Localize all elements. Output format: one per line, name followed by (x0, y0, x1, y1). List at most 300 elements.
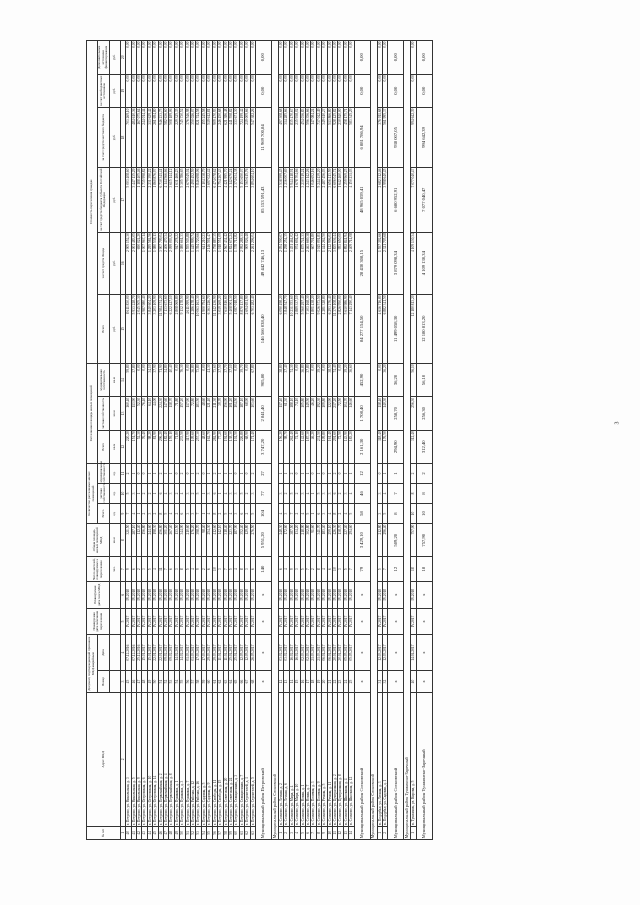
table-cell: 59 (228, 826, 233, 839)
table-cell: IV.2017 (228, 608, 233, 635)
table-cell: 2 (338, 504, 343, 524)
table-cell: 928 425,82 (333, 107, 338, 167)
table-cell: 2 (383, 826, 388, 839)
table-cell: 1 018 551,09 (218, 232, 223, 294)
table-cell: 259,10 (327, 524, 332, 557)
table-cell: IV.2018 (137, 581, 142, 608)
table-cell: 142,10 (218, 524, 223, 557)
subtotal-value: х (388, 670, 404, 692)
table-cell: 0,00 (212, 74, 217, 107)
table-cell: 48 (142, 670, 147, 692)
table-cell: 0,00 (185, 74, 190, 107)
table-cell: IV.2018 (212, 581, 217, 608)
rotated-register-table (86, 40, 626, 840)
table-cell: 1 (191, 463, 196, 483)
table-cell: 0,00 (300, 41, 305, 75)
table-cell: 376 546,98 (185, 107, 190, 167)
table-cell: 1 444 262,50 (322, 232, 327, 294)
table-cell: 0,00 (377, 41, 382, 75)
table-cell: 0,00 (316, 41, 321, 75)
table-cell: 1 046 652,16 (311, 168, 316, 233)
table-cell: 2 (250, 463, 255, 483)
table-cell: 302,80 (305, 524, 310, 557)
table-cell: 1 188 405,46 (137, 168, 142, 233)
table-cell: IV.2017 (239, 608, 244, 635)
table-cell: 7 (289, 504, 294, 524)
table-cell: г. Петрово, ул. Рабочая, д. 16 (196, 693, 201, 827)
table-cell: 6 363 226,70 (207, 294, 212, 363)
table-cell: 11.04.2017 (223, 635, 228, 671)
table-cell: IV.2017 (164, 608, 169, 635)
table-cell: 254,30 (207, 524, 212, 557)
subtotal-value: 3 429,10 (354, 524, 370, 557)
table-cell: г. Петрово, ул. Советская, д. 24 (228, 693, 233, 827)
table-cell: 0,00 (250, 74, 255, 107)
hdr-area-all: Всего (98, 430, 110, 463)
hdr-num: № п/п (87, 826, 121, 839)
table-cell: 17 (305, 670, 310, 692)
table-cell: г. Петрово, ул. Никольская, д. 5 (131, 693, 136, 827)
table-cell: 147,60 (164, 397, 169, 430)
unit-rub-fund: руб. (109, 232, 120, 294)
subtotal-value: х (388, 608, 404, 635)
table-cell: 0,00 (223, 74, 228, 107)
table-cell: 36,60 (349, 363, 354, 396)
table-cell: 53 (196, 826, 201, 839)
table-cell: 51 (185, 826, 190, 839)
subtotal-value: 7 (388, 484, 404, 504)
table-cell: 4 (305, 484, 310, 504)
table-cell: 4 (169, 504, 174, 524)
table-cell: 2 (245, 504, 250, 524)
column-number: 11 (120, 463, 125, 483)
table-cell: 0,00 (295, 363, 300, 396)
table-cell: 1 (411, 826, 416, 839)
table-cell: 61 (239, 826, 244, 839)
subtotal-value: х (354, 608, 370, 635)
table-cell: 519 612,81 (207, 107, 212, 167)
table-cell: 0,00 (383, 41, 388, 75)
subtotal-value: х (255, 635, 271, 671)
table-cell: IV.2018 (284, 581, 289, 608)
column-number: 1 (120, 826, 125, 839)
table-cell: IV.2018 (164, 581, 169, 608)
hdr-doc-number: Номер (98, 670, 110, 692)
table-cell: 5 (289, 484, 294, 504)
table-cell: 56 (212, 826, 217, 839)
table-cell: IV.2018 (153, 581, 158, 608)
section-heading: Муниципальный район Тунжинско-Заречный (404, 41, 411, 840)
table-cell: 0 (311, 463, 316, 483)
table-cell: 3 (169, 484, 174, 504)
table-cell: 37,70 (223, 363, 228, 396)
table-cell: 3 080 661,33 (180, 232, 185, 294)
table-cell: 284,90 (212, 430, 217, 463)
subtotal-value: 0,00 (255, 74, 271, 107)
table-cell: 188,10 (289, 397, 294, 430)
hdr-cost-group: Стоимость переселения граждан (87, 41, 98, 364)
hdr-rooms-group: Количество расселяемых жилых помещений (87, 463, 98, 523)
table-cell: 1 678 704,66 (295, 168, 300, 233)
table-cell: IV.2017 (383, 608, 388, 635)
subtotal-value: 27 (255, 463, 271, 483)
table-cell: 4 (153, 557, 158, 581)
table-cell: 134,20 (295, 524, 300, 557)
table-cell: IV.2017 (250, 608, 255, 635)
table-cell: 2 889 337,10 (295, 294, 300, 363)
table-cell: IV.2018 (295, 581, 300, 608)
table-cell: 261 694,80 (153, 107, 158, 167)
unit-people: чел. (109, 557, 120, 581)
table-cell: IV.2017 (411, 608, 416, 635)
table-cell: г. Петрово, ул. Островская, д. 14 (153, 693, 158, 827)
table-cell: 596 356,66 (305, 107, 310, 167)
table-cell: 71,90 (158, 363, 163, 396)
table-cell: 341,70 (316, 524, 321, 557)
table-cell: 3 (174, 557, 179, 581)
table-cell: г. Петрово, ул. Островская, д. 10 (147, 693, 152, 827)
table-cell: 6 (207, 557, 212, 581)
subtotal-value: 4 109 130,34 (416, 232, 432, 294)
table-cell: 77,20 (218, 430, 223, 463)
table-cell: п. Сосново, ул. Новая, д. 7 (305, 693, 310, 827)
table-cell: г. Петрово, ул. Никольская, д. 3 (126, 693, 131, 827)
table-cell: 109,80 (322, 397, 327, 430)
table-cell: 7 303 168,30 (305, 294, 310, 363)
subtotal-value: 77 (255, 484, 271, 504)
table-cell: 703 269,10 (126, 107, 131, 167)
table-cell: 59,80 (126, 363, 131, 396)
table-cell: 1 900 794,60 (201, 294, 206, 363)
subtotal-value: х (255, 608, 271, 635)
table-cell: IV.2017 (223, 608, 228, 635)
table-cell: 296,40 (383, 524, 388, 557)
table-cell: 8 (180, 557, 185, 581)
column-number: 6 (120, 581, 125, 608)
table-cell: 118,40 (377, 430, 382, 463)
table-cell: IV.2017 (212, 608, 217, 635)
table-cell: 11 (158, 557, 163, 581)
table-cell: 1 (228, 463, 233, 483)
table-cell: 14 (289, 670, 294, 692)
table-cell: г. Петрово, ул. Пушкина, д. 1 (174, 693, 179, 827)
subtotal-value: 6 680 952,91 (388, 168, 404, 233)
table-cell: 104,70 (343, 397, 348, 430)
table-cell: 0,00 (218, 74, 223, 107)
subtotal-value: х (354, 581, 370, 608)
table-cell: 39,70 (218, 397, 223, 430)
table-cell: 0,00 (191, 74, 196, 107)
subtotal-value: 1 (388, 463, 404, 483)
hdr-area-group: Расселяемая площадь жилых помещений (87, 363, 98, 463)
table-cell: 1 (383, 463, 388, 483)
table-cell: 2 987 980,40 (142, 294, 147, 363)
table-cell: 724 199,42 (239, 107, 244, 167)
table-cell: 50 (153, 670, 158, 692)
table-cell: 0,00 (137, 41, 142, 75)
table-cell: 2 236 007,69 (284, 168, 289, 233)
table-cell: 513 866,80 (327, 107, 332, 167)
table-cell: п. Сосново, ул. Школьная, д. 12 (349, 693, 354, 827)
table-cell: 1 (284, 463, 289, 483)
table-cell: 224,30 (158, 397, 163, 430)
subtotal-value: 85 153 591,43 (255, 168, 271, 233)
table-cell: 122,90 (327, 397, 332, 430)
table-cell: 4 087 018,50 (234, 294, 239, 363)
hdr-cost-fund: за счет средств Фонда (98, 232, 110, 294)
table-cell: 161,40 (327, 430, 332, 463)
subtotal-value: 905,80 (255, 363, 271, 396)
table-cell: 6 (180, 504, 185, 524)
table-cell: 50 (180, 826, 185, 839)
column-number: 2 (120, 693, 125, 827)
table-cell: 187,30 (305, 430, 310, 463)
table-cell: 16.02.2017 (289, 635, 294, 671)
table-cell: 03.02.2017 (278, 635, 283, 671)
table-cell: 42 (137, 826, 142, 839)
table-cell: 9 (322, 826, 327, 839)
table-cell: 3 (131, 484, 136, 504)
table-cell: 4 (295, 826, 300, 839)
table-cell: 10 (411, 504, 416, 524)
subtotal-value: х (354, 635, 370, 671)
table-cell: 68 (250, 670, 255, 692)
table-cell: 4 (131, 504, 136, 524)
hdr-cost-extra: Дополнительные источники финансирования (98, 41, 110, 75)
table-cell: 4 286 478,40 (191, 294, 196, 363)
table-cell: 0,00 (295, 74, 300, 107)
table-cell: 2 (153, 504, 158, 524)
table-cell: IV.2018 (349, 581, 354, 608)
table-cell: 22.01.2017 (153, 635, 158, 671)
hdr-doc-group: Документ, подтверждающий признание МКД аварийным (87, 635, 98, 693)
table-cell: IV.2017 (349, 608, 354, 635)
table-cell: 4 421 995,70 (223, 168, 228, 233)
table-cell: 25 (349, 670, 354, 692)
table-cell: г. Петрово, ул. Садовая, д. 5 (201, 693, 206, 827)
table-cell: 5 (239, 484, 244, 504)
table-cell: 1 (147, 463, 152, 483)
table-cell: 21 (327, 670, 332, 692)
table-cell: 47 (164, 826, 169, 839)
table-cell: 2 (411, 463, 416, 483)
table-cell: 0,00 (153, 41, 158, 75)
table-cell: 74,10 (295, 397, 300, 430)
subtotal-value: 294,90 (388, 430, 404, 463)
table-cell: 2 808 069,80 (174, 294, 179, 363)
table-cell: 67 (245, 670, 250, 692)
table-cell: 1 (201, 484, 206, 504)
table-cell: IV.2017 (338, 608, 343, 635)
table-cell: 2 (289, 463, 294, 483)
table-cell: 0,00 (311, 74, 316, 107)
table-cell: 3 447 135,29 (131, 168, 136, 233)
table-cell: 291,60 (333, 430, 338, 463)
table-cell: 5 153 650,07 (239, 168, 244, 233)
table-cell: 0,00 (349, 74, 354, 107)
table-cell: IV.2018 (158, 581, 163, 608)
subtotal-value: 312,40 (416, 430, 432, 463)
table-cell: 426,30 (333, 524, 338, 557)
table-cell: г. Петрово, ул. Первомайская, д. 2 (158, 693, 163, 827)
subtotal-value: 6 881 786,94 (354, 107, 370, 167)
table-cell: 318,40 (223, 524, 228, 557)
hdr-rooms-total: Всего (98, 504, 110, 524)
table-cell: 2 (284, 484, 289, 504)
subtotal-value: 0,00 (354, 41, 370, 75)
table-cell: 2 694 651,90 (245, 294, 250, 363)
table-cell: 38,80 (278, 363, 283, 396)
unit-rub-local: руб. (109, 107, 120, 167)
table-cell: п. Сосново, ул. Мира, д. 4 (289, 693, 294, 827)
table-cell: 72,50 (338, 430, 343, 463)
table-cell: 6 (278, 557, 283, 581)
unit-rub-extra: руб. (109, 41, 120, 75)
subtotal-value: 46 (354, 484, 370, 504)
table-cell: 6 606 045,74 (333, 168, 338, 233)
table-cell: 18 (311, 670, 316, 692)
table-cell: 5 (377, 557, 382, 581)
table-cell: 1 (218, 484, 223, 504)
table-cell: IV.2018 (245, 581, 250, 608)
subtotal-label: Муниципальный район Петровский (255, 693, 271, 840)
table-cell: 0,00 (164, 74, 169, 107)
table-cell: 187,10 (239, 397, 244, 430)
table-cell: 09.02.2017 (164, 635, 169, 671)
table-cell: 3 (191, 504, 196, 524)
table-cell: 8 (316, 557, 321, 581)
table-cell: 0,00 (289, 41, 294, 75)
table-cell: 192,30 (316, 397, 321, 430)
table-cell: 0,00 (153, 74, 158, 107)
table-cell: 1 (305, 463, 310, 483)
table-cell: 20.04.2017 (338, 635, 343, 671)
table-cell: 176,20 (191, 524, 196, 557)
table-cell: 0,00 (201, 74, 206, 107)
table-cell: 4 (207, 504, 212, 524)
table-cell: 547 382,26 (250, 107, 255, 167)
table-cell: 05.05.2017 (349, 635, 354, 671)
table-cell: 2 (245, 484, 250, 504)
table-cell: 0,00 (223, 41, 228, 75)
table-cell: 5 408 901,30 (228, 294, 233, 363)
table-cell: 18 (411, 557, 416, 581)
table-cell: 194,60 (223, 430, 228, 463)
table-cell: 13 (284, 670, 289, 692)
table-cell: 4 (322, 557, 327, 581)
table-cell: 3 (147, 504, 152, 524)
table-cell: 129,80 (245, 524, 250, 557)
table-cell: 0,00 (289, 74, 294, 107)
hdr-cost-other: за счет внебюджетных источников (98, 74, 110, 107)
table-cell: 74,30 (289, 363, 294, 396)
table-cell: 0,00 (164, 41, 169, 75)
table-cell: IV.2017 (316, 608, 321, 635)
table-cell: 3 045 091,81 (316, 232, 321, 294)
table-cell: 0,00 (196, 41, 201, 75)
table-cell: 7 077 040,47 (411, 168, 416, 233)
table-cell: г. Петрово, ул. Пушкина, д. 3 (180, 693, 185, 827)
table-cell: 167 075,64 (137, 107, 142, 167)
table-cell: 05.05.2017 (343, 635, 348, 671)
subtotal-value: 2 161,30 (354, 430, 370, 463)
table-cell: 151,70 (131, 430, 136, 463)
table-cell: 4 (343, 504, 348, 524)
table-cell: 0,00 (185, 363, 190, 396)
subtotal-value: 84 277 154,50 (354, 294, 370, 363)
table-cell: 23 (338, 670, 343, 692)
table-cell: 138,30 (228, 430, 233, 463)
table-cell: 4 (327, 504, 332, 524)
table-cell: 103,60 (250, 397, 255, 430)
table-cell: 118,70 (169, 397, 174, 430)
table-cell: 1 642 460,00 (338, 168, 343, 233)
table-cell: 296,20 (158, 430, 163, 463)
table-cell: 60 (234, 826, 239, 839)
table-cell: 1 (278, 826, 283, 839)
table-cell: 0,00 (311, 363, 316, 396)
column-number: 8 (120, 524, 125, 557)
hdr-residents: Число жителей, планируемых к переселению (87, 557, 110, 581)
table-cell: 07.12.2016 (131, 635, 136, 671)
table-cell: 15.01.2017 (147, 635, 152, 671)
table-cell: IV.2017 (289, 608, 294, 635)
table-cell: 607 701,80 (311, 232, 316, 294)
table-cell: 0,00 (131, 41, 136, 75)
table-cell: 745 730,52 (180, 107, 185, 167)
table-cell: 56,10 (411, 363, 416, 396)
subtotal-value: 56,10 (416, 363, 432, 396)
table-cell: IV.2017 (295, 608, 300, 635)
table-cell: 0,00 (191, 41, 196, 75)
table-cell: IV.2017 (174, 608, 179, 635)
table-cell: 0,00 (316, 74, 321, 107)
subtotal-value: 79 (354, 557, 370, 581)
table-cell: 13 (343, 826, 348, 839)
table-cell: 6 (239, 504, 244, 524)
table-cell: 2 (218, 504, 223, 524)
unit-rub-total: руб. (109, 294, 120, 363)
table-cell: 26.05.2017 (250, 635, 255, 671)
table-cell: 3 (250, 484, 255, 504)
table-cell: 8 611 830,00 (126, 294, 131, 363)
unit-m2-private: кв.м (109, 397, 120, 430)
table-cell: 2 490 452,59 (191, 168, 196, 233)
table-cell: 947 278,22 (174, 232, 179, 294)
table-cell: 6 730 341,41 (158, 168, 163, 233)
table-cell: 1 (377, 826, 382, 839)
table-cell: г. Петрово, ул. Первомайская, д. 8 (169, 693, 174, 827)
hdr-area-municipal: муниципальная собственность (98, 363, 110, 396)
table-cell: 4 (349, 484, 354, 504)
table-cell: 313 629,42 (147, 107, 152, 167)
table-cell: IV.2017 (377, 608, 382, 635)
table-cell: 3 230 519,24 (300, 168, 305, 233)
table-cell: 0,00 (234, 41, 239, 75)
table-cell: 1 555 503,88 (185, 232, 190, 294)
subtotal-value: 938 007,05 (388, 107, 404, 167)
table-cell: 5 (300, 557, 305, 581)
table-cell: 68,90 (245, 430, 250, 463)
subtotal-value: 146 566 038,40 (255, 294, 271, 363)
table-cell: 3 (338, 557, 343, 581)
table-cell: 1 (137, 504, 142, 524)
table-cell: 62 (218, 670, 223, 692)
table-cell: 1 (131, 463, 136, 483)
table-cell: 229 325,35 (174, 107, 179, 167)
table-cell: 0,00 (131, 74, 136, 107)
table-cell: 9 026 573,50 (316, 294, 321, 363)
